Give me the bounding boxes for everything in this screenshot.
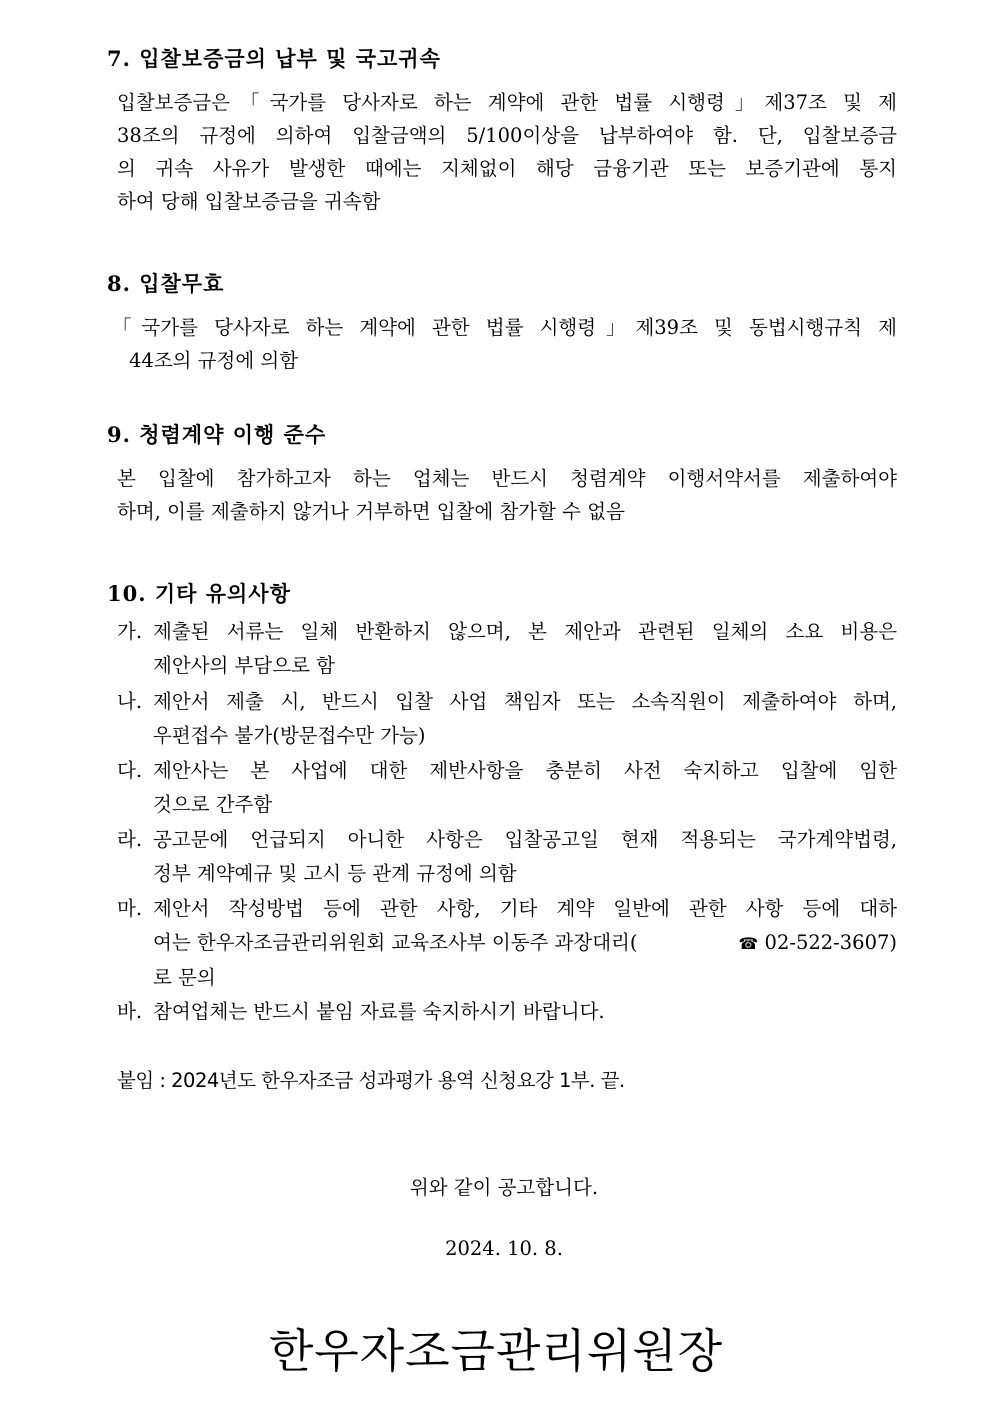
item-label: 다. — [117, 759, 143, 782]
section-9-body — [117, 462, 897, 528]
section-7-heading: 7. 입찰보증금의 납부 및 국고귀속 — [107, 46, 441, 71]
body-line: 하여 당해 입찰보증금을 귀속함 — [117, 190, 381, 213]
closing-statement: 위와 같이 공고합니다. — [409, 1176, 599, 1199]
body-line: 의 귀속 사유가 발생한 때에는 지체없이 해당 금융기관 또는 보증기관에 통지 — [117, 157, 897, 180]
item-line: 공고문에 언급되지 아니한 사항은 입찰공고일 현재 적용되는 국가계약법령, — [153, 828, 897, 851]
item-line: 로 문의 — [153, 966, 216, 989]
issuer-signature: 한우자조금관리위원장 — [268, 1324, 724, 1378]
body-line: 38조의 규정에 의하여 입찰금액의 5/100이상을 납부하여야 함. 단, 입찰보증금 — [117, 124, 897, 147]
item-line: 것으로 간주함 — [153, 793, 273, 816]
notice-date: 2024. 10. 8. — [445, 1237, 563, 1260]
item-line: 참여업체는 반드시 붙임 자료를 숙지하시기 바랍니다. — [153, 1000, 605, 1023]
body-line: 44조의 규정에 의함 — [129, 349, 299, 372]
item-label: 바. — [117, 1000, 143, 1023]
item-label: 가. — [117, 620, 143, 643]
section-8-body — [112, 311, 897, 377]
item-line: 정부 계약예규 및 고시 등 관계 규정에 의함 — [153, 862, 517, 885]
item-line: 제안서 작성방법 등에 관한 사항, 기타 계약 일반에 관한 사항 등에 대하 — [153, 897, 897, 920]
item-line: 제안사는 본 사업에 대한 제반사항을 충분히 사전 숙지하고 입찰에 임한 — [153, 759, 897, 782]
body-line: 「국가를 당사자로 하는 계약에 관한 법률 시행령」제39조 및 동법시행규칙 제 — [112, 316, 897, 339]
attachment-note: 붙임 : 2024년도 한우자조금 성과평가 용역 신청요강 1부. 끝. — [117, 1069, 625, 1092]
item-label: 라. — [117, 828, 143, 851]
item-line-contact — [153, 926, 897, 961]
section-7-body — [117, 86, 897, 218]
item-line: 제안사의 부담으로 함 — [153, 654, 335, 677]
body-line: 하며, 이를 제출하지 않거나 거부하면 입찰에 참가할 수 없음 — [117, 500, 625, 523]
item-line: 우편접수 불가(방문접수만 가능) — [153, 724, 426, 747]
body-line: 입찰보증금은「국가를 당사자로 하는 계약에 관한 법률 시행령」제37조 및 제 — [117, 91, 897, 114]
item-line: 제출된 서류는 일체 반환하지 않으며, 본 제안과 관련된 일체의 소요 비용은 — [153, 620, 897, 643]
section-8-heading: 8. 입찰무효 — [107, 271, 225, 296]
section-10-heading: 10. 기타 유의사항 — [107, 581, 291, 606]
item-line: 제안서 제출 시, 반드시 입찰 사업 책임자 또는 소속직원이 제출하여야 하며, — [153, 690, 897, 713]
body-line: 본 입찰에 참가하고자 하는 업체는 반드시 청렴계약 이행서약서를 제출하여야 — [117, 467, 897, 490]
phone-icon: ☎ — [738, 934, 759, 953]
item-label: 나. — [117, 690, 143, 713]
section-9-heading: 9. 청렴계약 이행 준수 — [107, 422, 327, 447]
phone-number: 02-522-3607) — [764, 931, 897, 954]
contact-text: 여는 한우자조금관리위원회 교육조사부 이동주 과장대리( — [153, 931, 638, 954]
item-label: 마. — [117, 897, 143, 920]
